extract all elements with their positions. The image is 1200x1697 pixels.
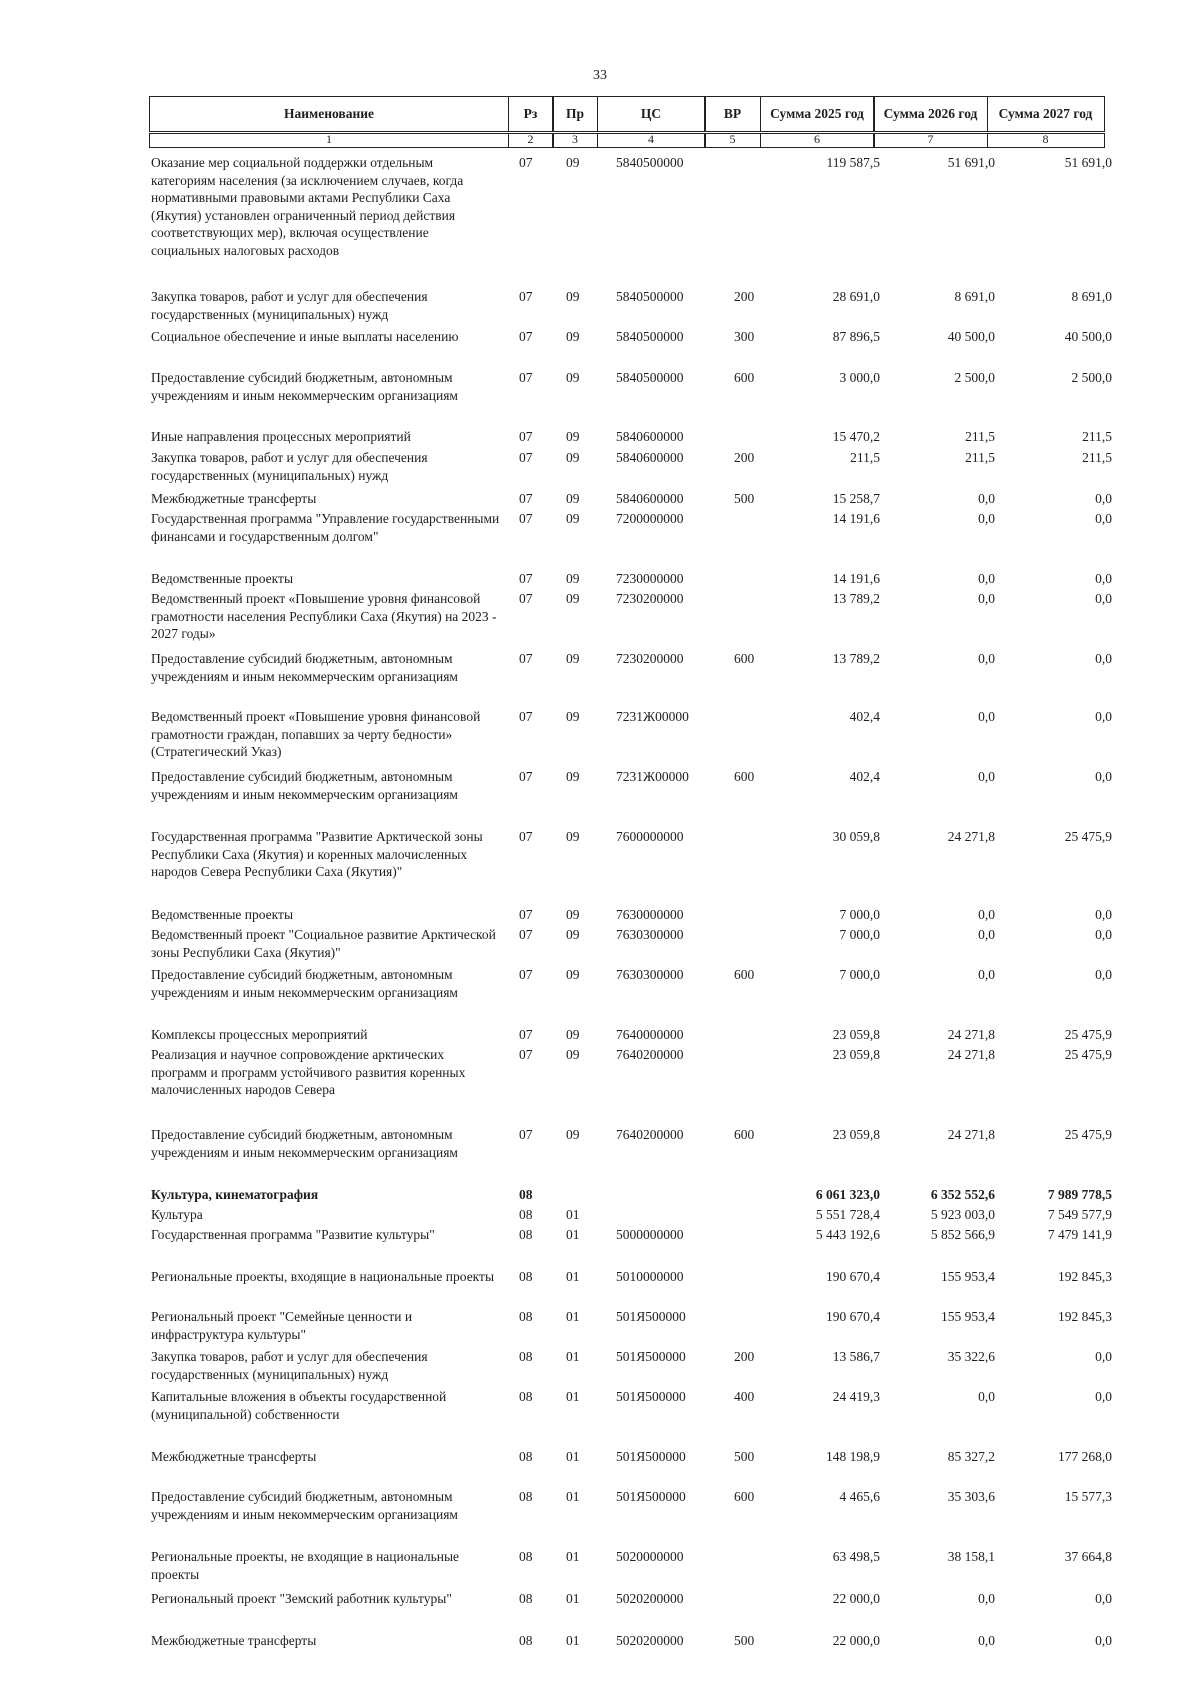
row-sum-2025: 13 789,2 [832, 651, 880, 666]
row-rz: 08 [519, 1549, 533, 1564]
row-vr: 300 [734, 329, 755, 344]
row-pr: 09 [566, 927, 580, 942]
row-sum-2026: 5 923 003,0 [930, 1207, 995, 1222]
row-cs: 7630300000 [616, 967, 684, 982]
row-sum-2025: 22 000,0 [832, 1591, 880, 1606]
row-sum-2027: 25 475,9 [1064, 829, 1112, 844]
row-pr: 09 [566, 370, 580, 385]
row-pr: 09 [566, 511, 580, 526]
row-sum-2027: 177 268,0 [1058, 1449, 1112, 1464]
row-name: Региональные проекты, входящие в национальные проекты [151, 1269, 495, 1284]
row-sum-2025: 13 586,7 [832, 1349, 880, 1364]
row-pr: 09 [566, 155, 580, 170]
row-cs: 5840500000 [616, 329, 684, 344]
row-rz: 08 [519, 1207, 533, 1222]
column-number: 3 [552, 133, 598, 148]
row-sum-2025: 6 061 323,0 [815, 1187, 880, 1202]
row-sum-2027: 25 475,9 [1064, 1047, 1112, 1062]
row-cs: 5840600000 [616, 491, 684, 506]
row-cs: 7200000000 [616, 511, 684, 526]
row-name: Ведомственные проекты [151, 571, 294, 586]
row-cs: 5840600000 [616, 429, 684, 444]
row-sum-2027: 15 577,3 [1064, 1489, 1112, 1504]
header-row [149, 96, 1115, 132]
row-sum-2025: 148 198,9 [826, 1449, 880, 1464]
row-sum-2025: 5 443 192,6 [815, 1227, 880, 1242]
row-pr: 01 [566, 1449, 580, 1464]
row-cs: 5020000000 [616, 1549, 684, 1564]
row-rz: 07 [519, 1127, 533, 1142]
row-name: Ведомственный проект «Повышение уровня финансовой грамотности граждан, попавших за черту бедности» (Стратегический Указ) [151, 709, 481, 759]
row-pr: 01 [566, 1309, 580, 1324]
row-vr: 600 [734, 769, 755, 784]
row-pr: 01 [566, 1633, 580, 1648]
row-sum-2025: 87 896,5 [832, 329, 880, 344]
row-cs: 7230200000 [616, 591, 684, 606]
row-vr: 600 [734, 967, 755, 982]
row-sum-2025: 402,4 [849, 769, 880, 784]
row-cs: 5020200000 [616, 1591, 684, 1606]
row-rz: 07 [519, 491, 533, 506]
row-name: Реализация и научное сопровождение арктических программ и программ устойчивого развития коренных малочисленных народов Севера [151, 1047, 466, 1097]
row-sum-2026: 24 271,8 [947, 1027, 995, 1042]
row-cs: 7640200000 [616, 1127, 684, 1142]
row-pr: 01 [566, 1207, 580, 1222]
row-name: Оказание мер социальной поддержки отдельным категориям населения (за исключением случаев, когда нормативными правовыми актами Республики Саха (Якутия) установлен ограниченный период действия соответствующих мер), включая осуществление социальных налоговых расходов [151, 155, 464, 258]
row-rz: 07 [519, 450, 533, 465]
row-sum-2027: 51 691,0 [1064, 155, 1112, 170]
row-pr: 09 [566, 651, 580, 666]
row-rz: 08 [519, 1633, 533, 1648]
row-cs: 7630000000 [616, 907, 684, 922]
row-cs: 7640000000 [616, 1027, 684, 1042]
row-rz: 07 [519, 769, 533, 784]
row-cs: 7600000000 [616, 829, 684, 844]
row-sum-2027: 7 479 141,9 [1047, 1227, 1112, 1242]
row-sum-2025: 3 000,0 [839, 370, 880, 385]
row-name: Предоставление субсидий бюджетным, автономным учреждениям и иным некоммерческим организациям [151, 1489, 458, 1522]
row-cs: 7630300000 [616, 927, 684, 942]
row-sum-2025: 22 000,0 [832, 1633, 880, 1648]
column-number: 2 [508, 133, 554, 148]
row-cs: 501Я500000 [616, 1349, 686, 1364]
row-sum-2027: 192 845,3 [1058, 1269, 1112, 1284]
row-pr: 09 [566, 450, 580, 465]
column-header-sum-2025: Сумма 2025 год [760, 96, 875, 132]
row-name: Предоставление субсидий бюджетным, автономным учреждениям и иным некоммерческим организациям [151, 1127, 458, 1160]
row-sum-2026: 211,5 [965, 429, 995, 444]
row-sum-2025: 7 000,0 [839, 907, 880, 922]
row-cs: 7231Ж00000 [616, 769, 689, 784]
row-sum-2026: 8 691,0 [954, 289, 995, 304]
row-name: Предоставление субсидий бюджетным, автономным учреждениям и иным некоммерческим организациям [151, 967, 458, 1000]
row-pr: 01 [566, 1591, 580, 1606]
row-rz: 07 [519, 511, 533, 526]
row-name: Ведомственные проекты [151, 907, 294, 922]
row-sum-2026: 0,0 [978, 1389, 995, 1404]
row-sum-2027: 0,0 [1095, 491, 1112, 506]
row-sum-2027: 0,0 [1095, 927, 1112, 942]
row-sum-2026: 155 953,4 [941, 1309, 995, 1324]
row-cs: 5020200000 [616, 1633, 684, 1648]
row-sum-2026: 2 500,0 [954, 370, 995, 385]
row-pr: 01 [566, 1349, 580, 1364]
row-pr: 09 [566, 491, 580, 506]
row-sum-2027: 7 989 778,5 [1047, 1187, 1112, 1202]
row-sum-2026: 51 691,0 [947, 155, 995, 170]
row-vr: 200 [734, 289, 755, 304]
row-sum-2027: 0,0 [1095, 571, 1112, 586]
row-sum-2026: 0,0 [978, 591, 995, 606]
row-cs: 7640200000 [616, 1047, 684, 1062]
row-sum-2025: 211,5 [850, 450, 880, 465]
row-sum-2027: 0,0 [1095, 511, 1112, 526]
row-cs: 7231Ж00000 [616, 709, 689, 724]
row-sum-2026: 40 500,0 [947, 329, 995, 344]
row-rz: 07 [519, 1047, 533, 1062]
row-pr: 09 [566, 571, 580, 586]
row-rz: 08 [519, 1489, 533, 1504]
row-rz: 07 [519, 155, 533, 170]
row-pr: 01 [566, 1269, 580, 1284]
row-sum-2026: 0,0 [978, 511, 995, 526]
column-header-sum-2026: Сумма 2026 год [873, 96, 988, 132]
row-rz: 07 [519, 967, 533, 982]
row-sum-2026: 0,0 [978, 651, 995, 666]
row-sum-2026: 0,0 [978, 907, 995, 922]
row-cs: 5010000000 [616, 1269, 684, 1284]
row-pr: 09 [566, 591, 580, 606]
row-sum-2026: 155 953,4 [941, 1269, 995, 1284]
row-sum-2027: 0,0 [1095, 1389, 1112, 1404]
row-vr: 200 [734, 1349, 755, 1364]
row-sum-2027: 0,0 [1095, 651, 1112, 666]
row-rz: 07 [519, 370, 533, 385]
row-pr: 09 [566, 1027, 580, 1042]
row-name: Культура, кинематография [151, 1187, 319, 1202]
page-number: 33 [593, 68, 607, 83]
row-rz: 07 [519, 289, 533, 304]
row-name: Культура [151, 1207, 203, 1222]
column-number: 5 [704, 133, 761, 148]
row-pr: 09 [566, 907, 580, 922]
row-sum-2026: 38 158,1 [947, 1549, 995, 1564]
row-rz: 07 [519, 907, 533, 922]
row-name: Межбюджетные трансферты [151, 1633, 317, 1648]
row-vr: 500 [734, 491, 755, 506]
row-sum-2025: 5 551 728,4 [815, 1207, 880, 1222]
row-pr: 09 [566, 769, 580, 784]
row-sum-2025: 4 465,6 [839, 1489, 880, 1504]
row-rz: 07 [519, 709, 533, 724]
row-sum-2027: 40 500,0 [1064, 329, 1112, 344]
row-rz: 08 [519, 1187, 533, 1202]
row-rz: 07 [519, 571, 533, 586]
row-name: Предоставление субсидий бюджетным, автономным учреждениям и иным некоммерческим организациям [151, 651, 458, 684]
row-cs: 501Я500000 [616, 1309, 686, 1324]
row-sum-2027: 25 475,9 [1064, 1027, 1112, 1042]
row-name: Государственная программа "Развитие культуры" [151, 1227, 435, 1242]
row-sum-2025: 23 059,8 [832, 1027, 880, 1042]
column-number: 4 [597, 133, 706, 148]
row-sum-2026: 0,0 [978, 967, 995, 982]
row-cs: 501Я500000 [616, 1449, 686, 1464]
row-sum-2025: 13 789,2 [832, 591, 880, 606]
column-number: 1 [149, 133, 509, 148]
row-name: Государственная программа "Управление государственными финансами и государственным долгом" [151, 511, 500, 544]
row-pr: 09 [566, 329, 580, 344]
row-rz: 07 [519, 429, 533, 444]
row-sum-2026: 211,5 [965, 450, 995, 465]
row-vr: 600 [734, 370, 755, 385]
row-name: Закупка товаров, работ и услуг для обеспечения государственных (муниципальных) нужд [151, 289, 428, 322]
row-rz: 07 [519, 591, 533, 606]
row-sum-2025: 23 059,8 [832, 1127, 880, 1142]
column-header-rz: Рз [508, 96, 554, 132]
row-name: Государственная программа "Развитие Арктической зоны Республики Саха (Якутия) и коренных малочисленных народов Севера Республики Саха (Якутия)" [151, 829, 483, 879]
row-name: Ведомственный проект "Социальное развитие Арктической зоны Республики Саха (Якутия)" [151, 927, 496, 960]
row-cs: 501Я500000 [616, 1489, 686, 1504]
row-cs: 5840500000 [616, 155, 684, 170]
row-sum-2026: 35 303,6 [947, 1489, 995, 1504]
row-sum-2026: 24 271,8 [947, 829, 995, 844]
row-sum-2026: 0,0 [978, 491, 995, 506]
column-header-vr: ВР [704, 96, 761, 132]
row-sum-2027: 0,0 [1095, 591, 1112, 606]
row-name: Социальное обеспечение и иные выплаты населению [151, 329, 459, 344]
column-number-row [149, 133, 1115, 148]
row-sum-2026: 0,0 [978, 769, 995, 784]
row-sum-2027: 0,0 [1095, 967, 1112, 982]
row-rz: 07 [519, 927, 533, 942]
column-number: 7 [873, 133, 988, 148]
row-sum-2027: 8 691,0 [1071, 289, 1112, 304]
row-sum-2027: 0,0 [1095, 907, 1112, 922]
row-rz: 07 [519, 329, 533, 344]
row-rz: 08 [519, 1227, 533, 1242]
row-cs: 5840600000 [616, 450, 684, 465]
row-vr: 200 [734, 450, 755, 465]
row-sum-2027: 25 475,9 [1064, 1127, 1112, 1142]
row-sum-2027: 7 549 577,9 [1047, 1207, 1112, 1222]
row-name: Региональные проекты, не входящие в национальные проекты [151, 1549, 460, 1582]
row-rz: 08 [519, 1389, 533, 1404]
row-pr: 01 [566, 1389, 580, 1404]
row-pr: 01 [566, 1227, 580, 1242]
row-sum-2026: 6 352 552,6 [930, 1187, 995, 1202]
column-number: 6 [760, 133, 875, 148]
row-vr: 500 [734, 1633, 755, 1648]
row-rz: 08 [519, 1309, 533, 1324]
column-header-pr: Пр [552, 96, 598, 132]
row-sum-2026: 85 327,2 [947, 1449, 995, 1464]
row-sum-2026: 35 322,6 [947, 1349, 995, 1364]
row-pr: 09 [566, 289, 580, 304]
row-rz: 08 [519, 1449, 533, 1464]
row-sum-2025: 63 498,5 [832, 1549, 880, 1564]
row-cs: 7230000000 [616, 571, 684, 586]
row-pr: 09 [566, 709, 580, 724]
row-name: Закупка товаров, работ и услуг для обеспечения государственных (муниципальных) нужд [151, 450, 428, 483]
row-sum-2026: 0,0 [978, 1633, 995, 1648]
row-sum-2025: 190 670,4 [826, 1269, 880, 1284]
row-vr: 600 [734, 651, 755, 666]
row-name: Предоставление субсидий бюджетным, автономным учреждениям и иным некоммерческим организациям [151, 769, 458, 802]
row-sum-2027: 211,5 [1082, 429, 1112, 444]
row-sum-2025: 7 000,0 [839, 967, 880, 982]
row-sum-2025: 402,4 [849, 709, 880, 724]
row-sum-2025: 23 059,8 [832, 1047, 880, 1062]
row-pr: 01 [566, 1549, 580, 1564]
row-pr: 09 [566, 429, 580, 444]
row-vr: 600 [734, 1489, 755, 1504]
row-name: Капитальные вложения в объекты государственной (муниципальной) собственности [151, 1389, 447, 1422]
row-sum-2026: 5 852 566,9 [930, 1227, 995, 1242]
row-sum-2025: 30 059,8 [832, 829, 880, 844]
row-name: Иные направления процессных мероприятий [151, 429, 411, 444]
row-sum-2025: 190 670,4 [826, 1309, 880, 1324]
row-name: Предоставление субсидий бюджетным, автономным учреждениям и иным некоммерческим организациям [151, 370, 458, 403]
row-sum-2026: 0,0 [978, 1591, 995, 1606]
row-sum-2025: 15 258,7 [832, 491, 880, 506]
row-sum-2025: 14 191,6 [832, 511, 880, 526]
row-sum-2027: 211,5 [1082, 450, 1112, 465]
row-vr: 400 [734, 1389, 755, 1404]
row-sum-2027: 0,0 [1095, 1349, 1112, 1364]
column-header-cs: ЦС [597, 96, 706, 132]
row-pr: 09 [566, 967, 580, 982]
row-sum-2026: 0,0 [978, 927, 995, 942]
row-rz: 08 [519, 1269, 533, 1284]
row-sum-2026: 24 271,8 [947, 1127, 995, 1142]
row-sum-2025: 28 691,0 [832, 289, 880, 304]
row-name: Межбюджетные трансферты [151, 491, 317, 506]
row-rz: 08 [519, 1349, 533, 1364]
column-number: 8 [987, 133, 1105, 148]
row-pr: 01 [566, 1489, 580, 1504]
row-sum-2027: 192 845,3 [1058, 1309, 1112, 1324]
row-cs: 5840500000 [616, 289, 684, 304]
row-name: Комплексы процессных мероприятий [151, 1027, 368, 1042]
row-sum-2027: 0,0 [1095, 1633, 1112, 1648]
row-cs: 501Я500000 [616, 1389, 686, 1404]
column-header-sum-2027: Сумма 2027 год [987, 96, 1105, 132]
row-cs: 5000000000 [616, 1227, 684, 1242]
row-sum-2025: 7 000,0 [839, 927, 880, 942]
row-sum-2026: 24 271,8 [947, 1047, 995, 1062]
row-sum-2027: 37 664,8 [1064, 1549, 1112, 1564]
row-sum-2025: 15 470,2 [832, 429, 880, 444]
row-vr: 600 [734, 1127, 755, 1142]
row-rz: 07 [519, 1027, 533, 1042]
row-sum-2027: 0,0 [1095, 709, 1112, 724]
column-header-name: Наименование [149, 96, 509, 132]
row-pr: 09 [566, 829, 580, 844]
row-sum-2026: 0,0 [978, 709, 995, 724]
row-vr: 500 [734, 1449, 755, 1464]
row-rz: 08 [519, 1591, 533, 1606]
row-name: Межбюджетные трансферты [151, 1449, 317, 1464]
row-pr: 09 [566, 1127, 580, 1142]
row-name: Закупка товаров, работ и услуг для обеспечения государственных (муниципальных) нужд [151, 1349, 428, 1382]
row-pr: 09 [566, 1047, 580, 1062]
row-rz: 07 [519, 651, 533, 666]
row-sum-2027: 0,0 [1095, 769, 1112, 784]
row-sum-2026: 0,0 [978, 571, 995, 586]
row-name: Региональный проект "Земский работник культуры" [151, 1591, 452, 1606]
row-sum-2025: 14 191,6 [832, 571, 880, 586]
row-sum-2025: 119 587,5 [826, 155, 880, 170]
row-sum-2027: 2 500,0 [1071, 370, 1112, 385]
row-name: Ведомственный проект «Повышение уровня финансовой грамотности населения Республики Саха (Якутия) на 2023 - 2027 годы» [151, 591, 497, 641]
row-cs: 7230200000 [616, 651, 684, 666]
row-sum-2025: 24 419,3 [832, 1389, 880, 1404]
table-header [149, 96, 1115, 148]
row-name: Региональный проект "Семейные ценности и инфраструктура культуры" [151, 1309, 413, 1342]
row-sum-2027: 0,0 [1095, 1591, 1112, 1606]
row-rz: 07 [519, 829, 533, 844]
row-cs: 5840500000 [616, 370, 684, 385]
